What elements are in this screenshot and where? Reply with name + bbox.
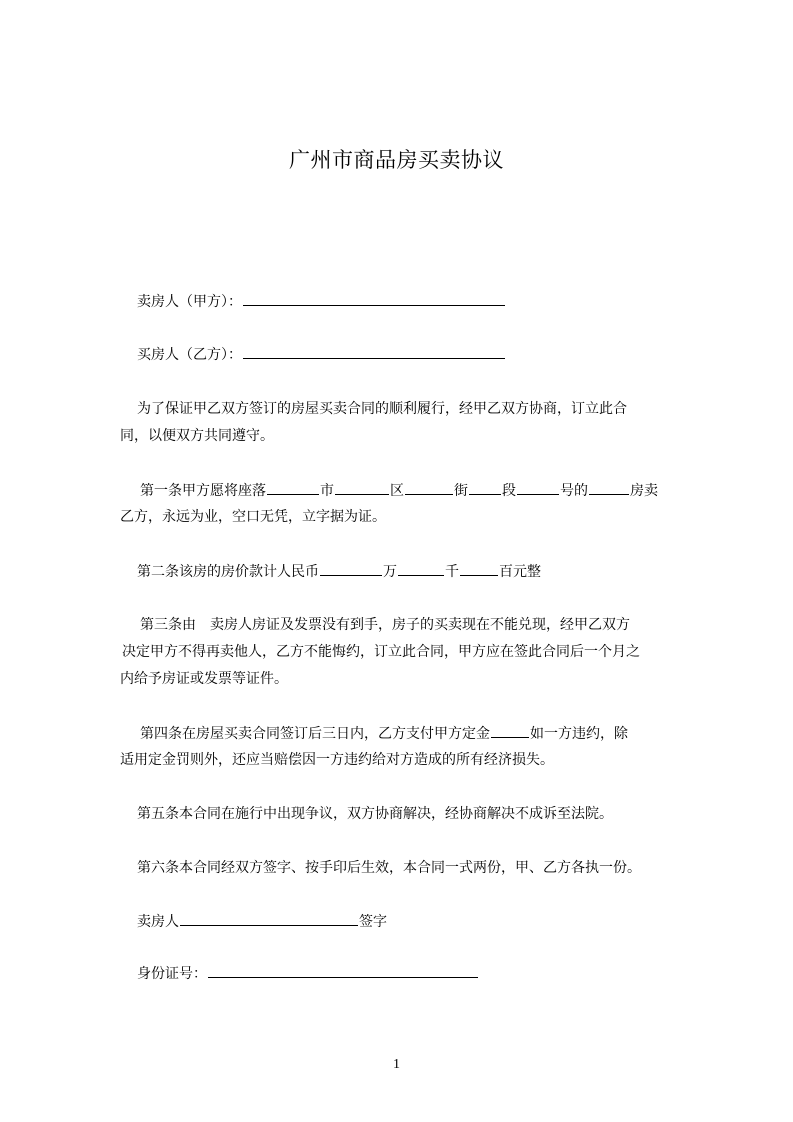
price-qian-blank — [398, 563, 444, 576]
article2-text: 第二条该房的房价款计人民币 — [137, 564, 319, 580]
article3-line-2: 决定甲方不得再卖他人，乙方不能悔约，订立此合同，甲方应在签此合同后一个月之 — [122, 644, 640, 660]
signature-label: 卖房人 — [137, 914, 179, 930]
section-blank — [469, 482, 501, 495]
house-blank — [589, 482, 629, 495]
signature-suffix: 签字 — [359, 914, 387, 930]
signature-line — [137, 913, 387, 930]
article3-line-3: 内给予房证或发票等证件。 — [120, 671, 288, 687]
article1-street: 街 — [454, 483, 468, 499]
article2-bai: 百元整 — [499, 564, 541, 580]
article1-city: 市 — [320, 483, 334, 499]
price-bai-blank — [460, 563, 498, 576]
id-label: 身份证号： — [137, 966, 207, 982]
article4-breach: 如一方违约，除 — [530, 726, 628, 742]
id-blank — [208, 965, 478, 978]
article1-district: 区 — [390, 483, 404, 499]
article3-line-1: 第三条由 卖房人房证及发票没有到手，房子的买卖现在不能兑现，经甲乙双方 — [140, 617, 630, 633]
article1-sell: 房卖 — [630, 483, 658, 499]
buyer-blank — [243, 346, 505, 359]
seller-line — [137, 293, 506, 310]
article1-line-1 — [140, 482, 658, 499]
price-wan-blank — [320, 563, 382, 576]
city-blank — [267, 482, 319, 495]
number-blank — [517, 482, 559, 495]
article1-text: 第一条甲方愿将座落 — [140, 483, 266, 499]
article1-line-2: 乙方，永远为业，空口无凭，立字据为证。 — [120, 509, 386, 525]
seller-label: 卖房人（甲方）： — [137, 294, 242, 310]
id-number-line — [137, 965, 479, 982]
seller-blank — [243, 293, 505, 306]
document-title: 广州市商品房买卖协议 — [289, 148, 504, 172]
buyer-line — [137, 346, 506, 363]
article4-line-1 — [140, 725, 628, 742]
district-blank — [335, 482, 389, 495]
article1-section: 段 — [502, 483, 516, 499]
deposit-blank — [491, 725, 529, 738]
article4-text: 第四条在房屋买卖合同签订后三日内，乙方支付甲方定金 — [140, 726, 490, 742]
article2-line — [137, 563, 541, 580]
article1-number: 号的 — [560, 483, 588, 499]
signature-blank — [180, 913, 358, 926]
street-blank — [405, 482, 453, 495]
article4-line-2: 适用定金罚则外，还应当赔偿因一方违约给对方造成的所有经济损失。 — [120, 752, 554, 768]
article2-wan: 万 — [383, 564, 397, 580]
preamble-line-2: 同，以便双方共同遵守。 — [120, 428, 274, 444]
preamble-line-1: 为了保证甲乙双方签订的房屋买卖合同的顺利履行，经甲乙双方协商，订立此合 — [137, 401, 627, 417]
page-number: 1 — [393, 1057, 400, 1072]
article2-qian: 千 — [445, 564, 459, 580]
buyer-label: 买房人（乙方）： — [137, 347, 242, 363]
article5-line: 第五条本合同在施行中出现争议，双方协商解决，经协商解决不成诉至法院。 — [137, 806, 613, 822]
article6-line: 第六条本合同经双方签字、按手印后生效，本合同一式两份，甲、乙方各执一份。 — [137, 860, 641, 876]
